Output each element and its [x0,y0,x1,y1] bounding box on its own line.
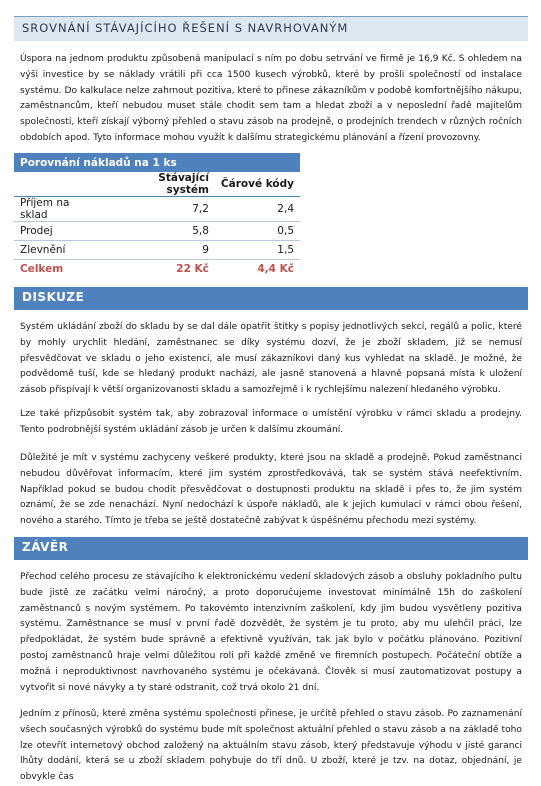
table-cell: 7,2 [106,197,215,222]
table-cell: 1,5 [215,241,300,260]
table-total-cell: 22 Kč [106,260,215,279]
table-cell: 9 [106,241,215,260]
table-row [14,222,300,241]
table-cell: Zlevnění [14,241,106,260]
discussion-paragraph: Systém ukládání zboží do skladu by se dal dále opatřit štítky s popisy jednotlivých sekcí, regálů a polic, které by mohly urychlit hledání, zaměstnanec se díky systému dozví, že je zboží skladem, již se nemusí přesvědčovat ve skladu o jeho existenci, ale musí zákazníkovi daný kus vyhledat na skladě. Je možné, že podvědomě tuší, kde se hledaný produkt nachází, ale jasně stanovená a hlavně popsaná místa k uložení zásob přispívají k větší organizovanosti skladu a samozřejmě i k rychlejšímu nalezení hledaného výrobku. [20,322,522,396]
conclusion-paragraph: Jedním z přínosů, které změna systému společnosti přinese, je určitě přehled o stavu zásob. Po zaznamenání všech současných výrobků do systému bude mít společnost aktuální přehled o stavu zásob a na základě toho lze otevřít internetový obchod založený na aktuálním stavu zásob, který představuje výhodu v jisté garanci lhůty dodání, která se u zboží skladem pohybuje do tří dnů. U zboží, které je tzv. na dotaz, objednání, je obvykle čas [20,709,522,783]
table-header-cell: Čárové kódy [215,172,300,197]
table-cell: Příjem na sklad [14,197,106,222]
table-header-cell [14,172,106,197]
table-row [14,197,300,222]
table-caption: Porovnání nákladů na 1 ks [14,153,300,172]
table-caption-row [14,153,300,172]
table-header-cell: Stávající systém [106,172,215,197]
section-heading-discussion: DISKUZE [14,287,528,310]
table-cell: 0,5 [215,222,300,241]
table-total-label: Celkem [14,260,106,279]
comparison-paragraph: Úspora na jednom produktu způsobená manipulací s ním po dobu setrvání ve firmě je 16,9 Kč. S ohledem na výši investice by se náklady vrátili při cca 1500 kusech výrobků, které by prošli společností od instalace systému. Do kalkulace nelze zahrnout pozitiva, které to přinese zákazníkům v podobě komfortnějšího nákupu, zaměstnancům, kteří nebudou muset stále chodit sem tam a hledat zboží a v neposlední řadě majitelům společnosti, kteří získají výborný přehled o stavu zásob na prodejně, o prodejních trendech v různých ročních obdobích apod. Tyto informace mohou využít k dalšímu strategickému plánování a řízení provozovny. [20,54,522,143]
conclusion-paragraph: Přechod celého procesu ze stávajícího k elektronickému vedení skladových zásob a obsluhy pokladního pultu bude jistě ze začátku velmi náročný, a proto doporučujeme investovat minimálně 15h do zaškolení zaměstnanců s novým systémem. Po takovémto intenzivním zaškolení, kdy jim budou vysvětleny pozitiva systému. Zaměstnance se musí v první řadě dozvědět, že systém je tu proto, aby mu ulehčil práci, lze předpokládat, že systém bude správně a efektivně využíván, tak jak bylo v počátku plánováno. Pozitivní postoj zaměstnanců hraje velmi důležitou roli při každé změně ve firemních postupech. Počáteční obtíže a možná i neproduktivnost navrhovaného systému je očekávaná. Člověk si musí zautomatizovat postupy a vytvořit si nové návyky a ty staré odstranit, což trvá okolo 21 dní. [20,572,522,693]
table-cell: 5,8 [106,222,215,241]
discussion-paragraph: Lze také přizpůsobit systém tak, aby zobrazoval informace o umístění výrobku v rámci skladu a prodejny. Tento podrobnější systém ukládání zásob je určen k dalšímu zkoumání. [20,409,522,435]
table-cell: Prodej [14,222,106,241]
table-total-cell: 4,4 Kč [215,260,300,279]
cost-comparison-table [14,153,300,278]
table-row [14,241,300,260]
discussion-paragraph: Důležité je mít v systému zachyceny veškeré produkty, které jsou na skladě a prodejně. Pokud zaměstnanci nebudou důvěřovat informacím, které jim systém zprostředkovává, tak se systém stává neefektivním. Například pokud se budou chodit přesvědčovat o dostupnosti produktu na skladě i přes to, že jim systém oznámí, že se zde nenachází. Nyní nedochází k úspoře nákladů, ale k jejich kumulaci v rámci obou řešení, nového a starého. Tímto je třeba se ještě dostatečně zabývat k úspěšnému přechodu mezi systémy. [20,453,522,527]
section-heading-comparison: SROVNÁNÍ STÁVAJÍCÍHO ŘEŠENÍ S NAVRHOVANÝM [14,16,528,41]
section-heading-conclusion: ZÁVĚR [14,537,528,560]
table-cell: 2,4 [215,197,300,222]
table-header-row [14,172,300,197]
table-total-row [14,260,300,279]
